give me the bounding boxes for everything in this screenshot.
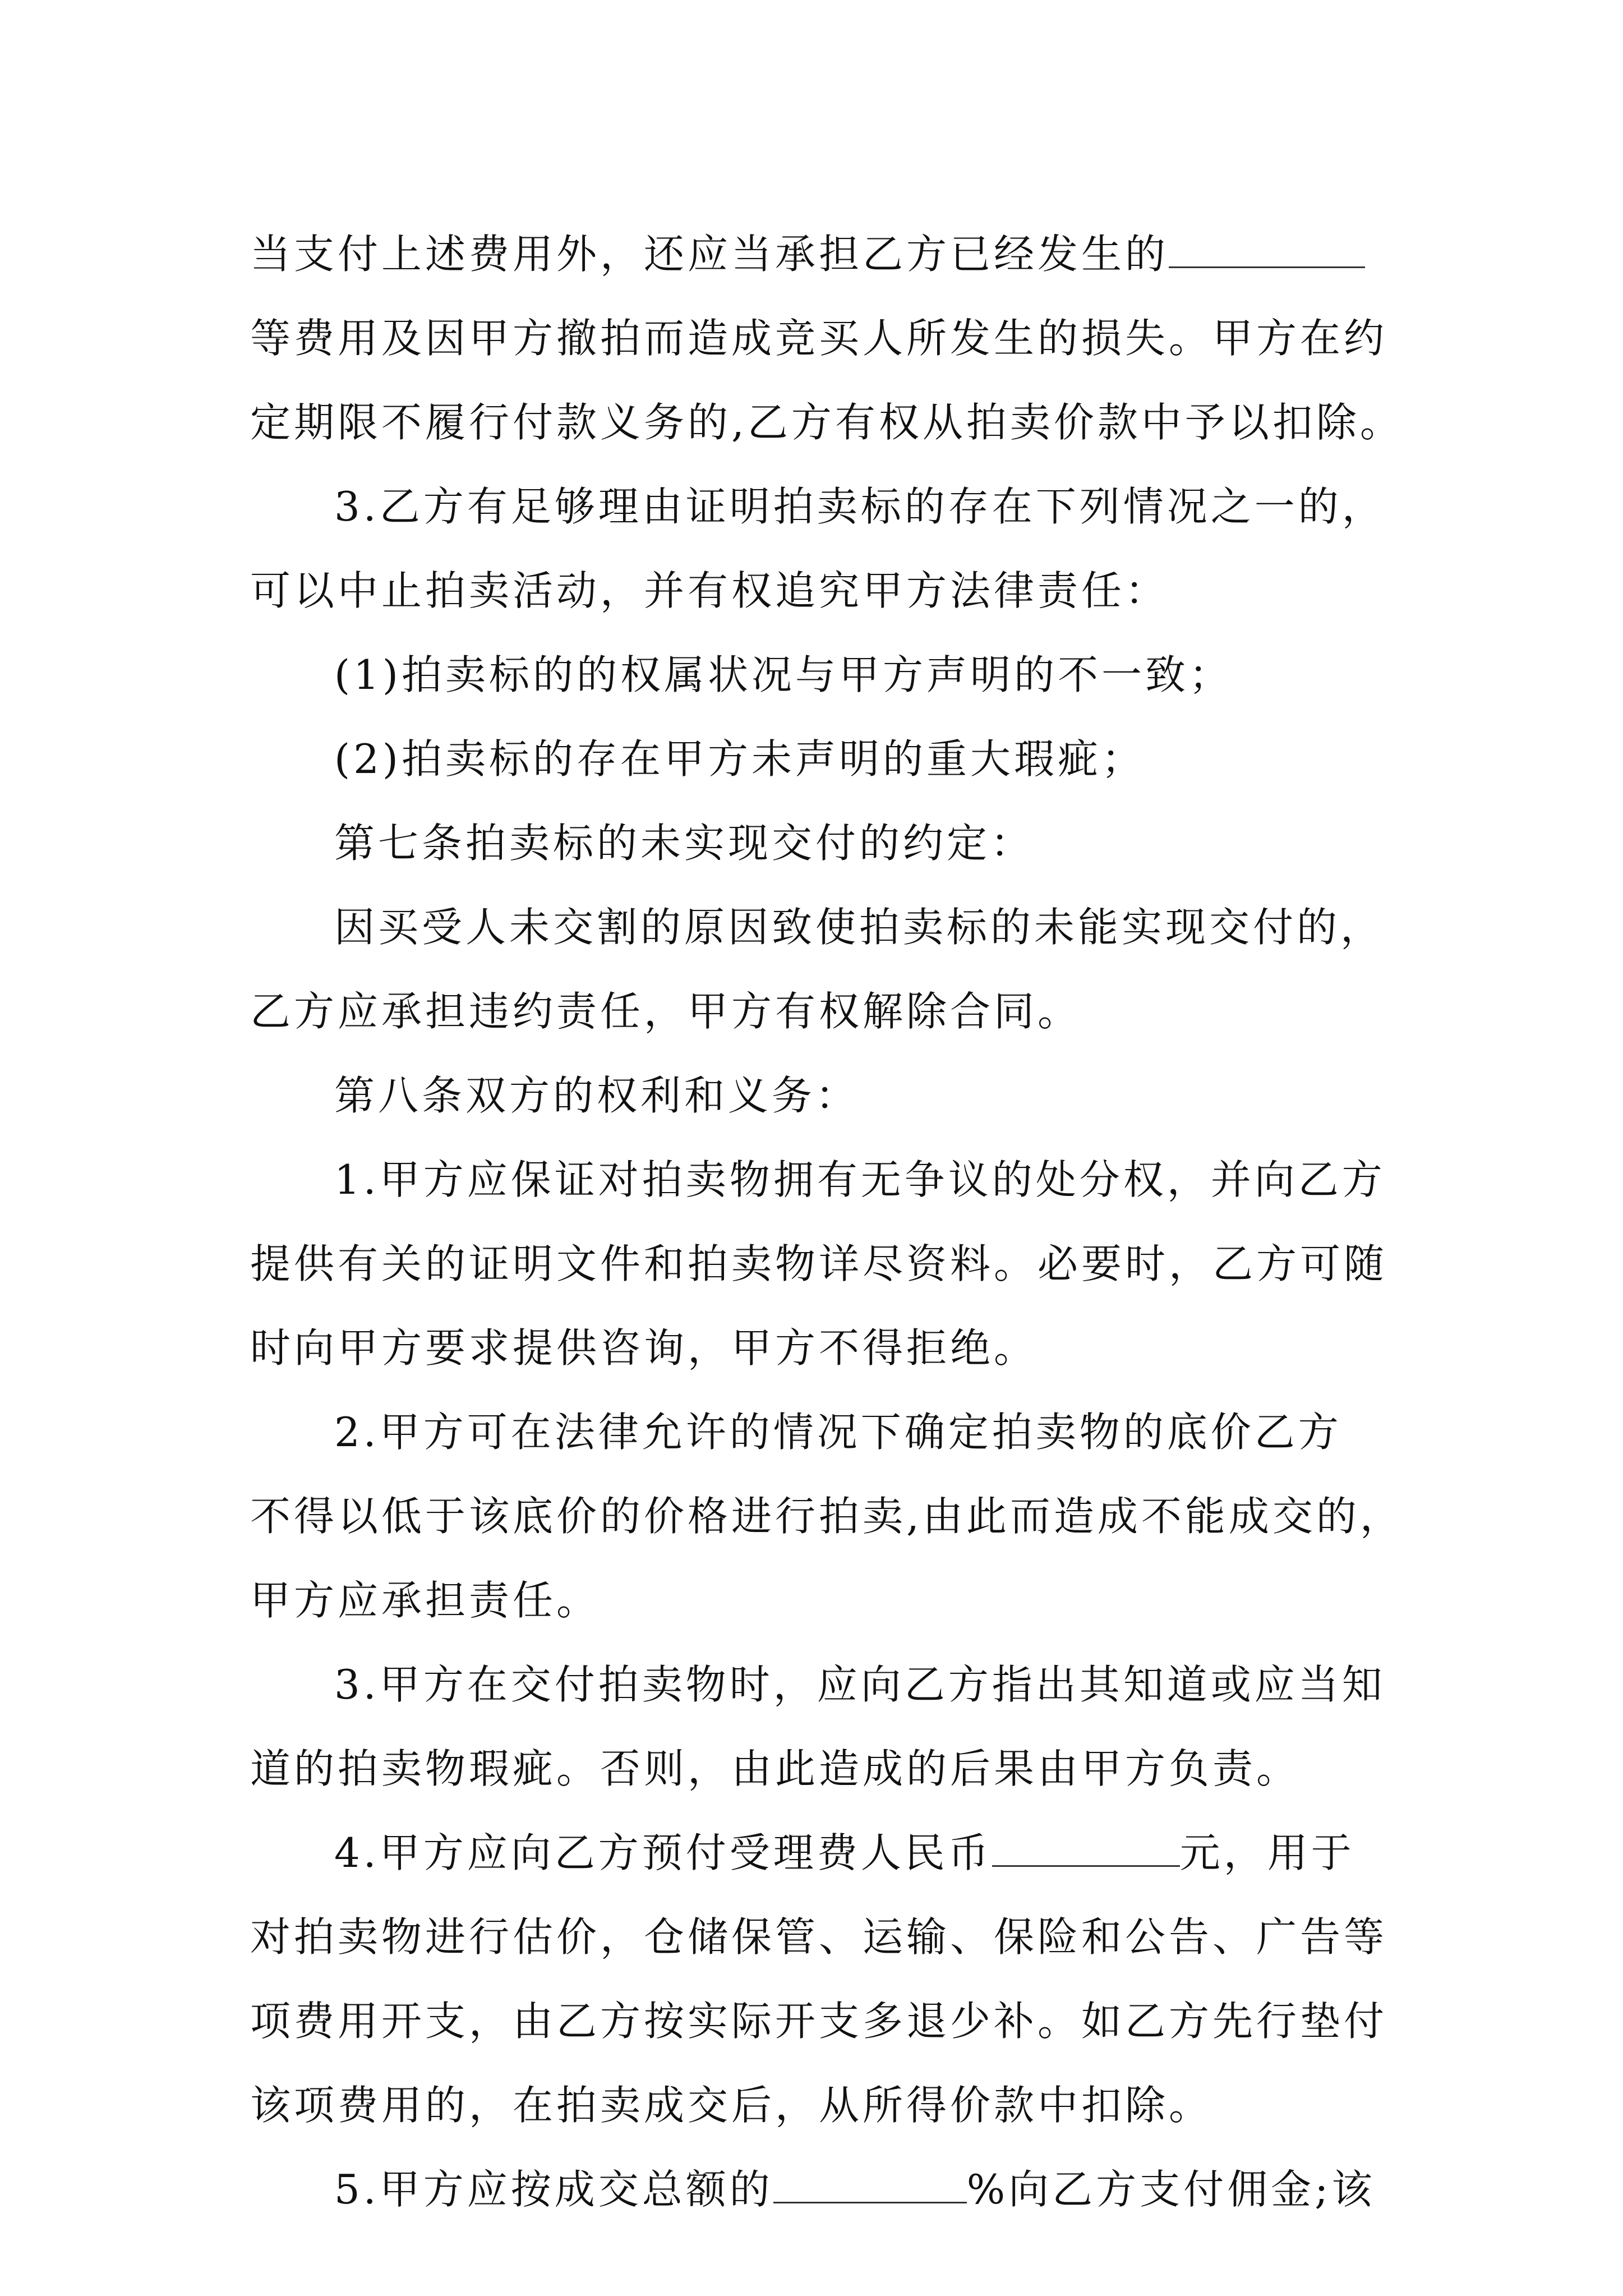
text-line-7: (2)拍卖标的存在甲方未声明的重大瑕疵； (334, 735, 1145, 783)
text-line-12: 1.甲方应保证对拍卖物拥有无争议的处分权，并向乙方 (334, 1156, 1386, 1203)
text-line-1-content: 当支付上述费用外，还应当承担乙方已经发生的 (250, 231, 1169, 278)
text-line-20-lead: 4.甲方应向乙方预付受理费人民币 (334, 1829, 992, 1876)
text-line-18: 3.甲方在交付拍卖物时，应向乙方指出其知道或应当知 (334, 1661, 1386, 1708)
section-heading-article-7: 第七条拍卖标的未实现交付的约定： (334, 820, 1035, 867)
text-line-24-tail: %向乙方支付佣金;该 (966, 2166, 1376, 2213)
text-line-19: 道的拍卖物瑕疵。否则，由此造成的后果由甲方负责。 (250, 1745, 1301, 1792)
text-line-15: 2.甲方可在法律允许的情况下确定拍卖物的底价乙方 (334, 1409, 1342, 1456)
text-line-24-lead: 5.甲方应按成交总额的 (334, 2166, 773, 2213)
section-heading-article-8: 第八条双方的权利和义务： (334, 1072, 860, 1119)
text-line-14: 时向甲方要求提供咨询，甲方不得拒绝。 (250, 1324, 1038, 1372)
text-line-13: 提供有关的证明文件和拍卖物详尽资料。必要时，乙方可随 (250, 1240, 1388, 1287)
text-line-9: 因买受人未交割的原因致使拍卖标的未能实现交付的， (334, 904, 1385, 951)
text-line-20-tail: 元，用于 (1179, 1829, 1355, 1876)
text-line-4: 3.乙方有足够理由证明拍卖标的存在下列情况之一的， (334, 483, 1386, 530)
text-line-21: 对拍卖物进行估价，仓储保管、运输、保险和公告、广告等 (250, 1913, 1388, 1961)
text-line-10: 乙方应承担违约责任，甲方有权解除合同。 (250, 988, 1082, 1035)
text-line-22: 项费用开支，由乙方按实际开支多退少补。如乙方先行垫付 (250, 1998, 1388, 2045)
text-line-20 (250, 1811, 1422, 1895)
text-line-16: 不得以低于该底价的价格进行拍卖,由此而造成不能成交的， (250, 1493, 1404, 1540)
text-line-6: (1)拍卖标的的权属状况与甲方声明的不一致； (334, 651, 1233, 698)
text-line-24 (250, 2147, 1422, 2231)
fill-in-blank (992, 1826, 1180, 1867)
text-line-17: 甲方应承担责任。 (250, 1577, 601, 1624)
text-line-1 (250, 212, 1422, 296)
fill-in-blank (773, 2162, 967, 2203)
fill-in-blank (1169, 227, 1365, 268)
text-line-23: 该项费用的，在拍卖成交后，从所得价款中扣除。 (250, 2082, 1213, 2129)
document-body (250, 212, 1422, 2231)
text-line-2: 等费用及因甲方撤拍而造成竞买人所发生的损失。甲方在约 (250, 315, 1388, 362)
text-line-5: 可以中止拍卖活动，并有权追究甲方法律责任： (250, 567, 1169, 614)
text-line-3: 定期限不履行付款义务的,乙方有权从拍卖价款中予以扣除。 (250, 399, 1404, 446)
